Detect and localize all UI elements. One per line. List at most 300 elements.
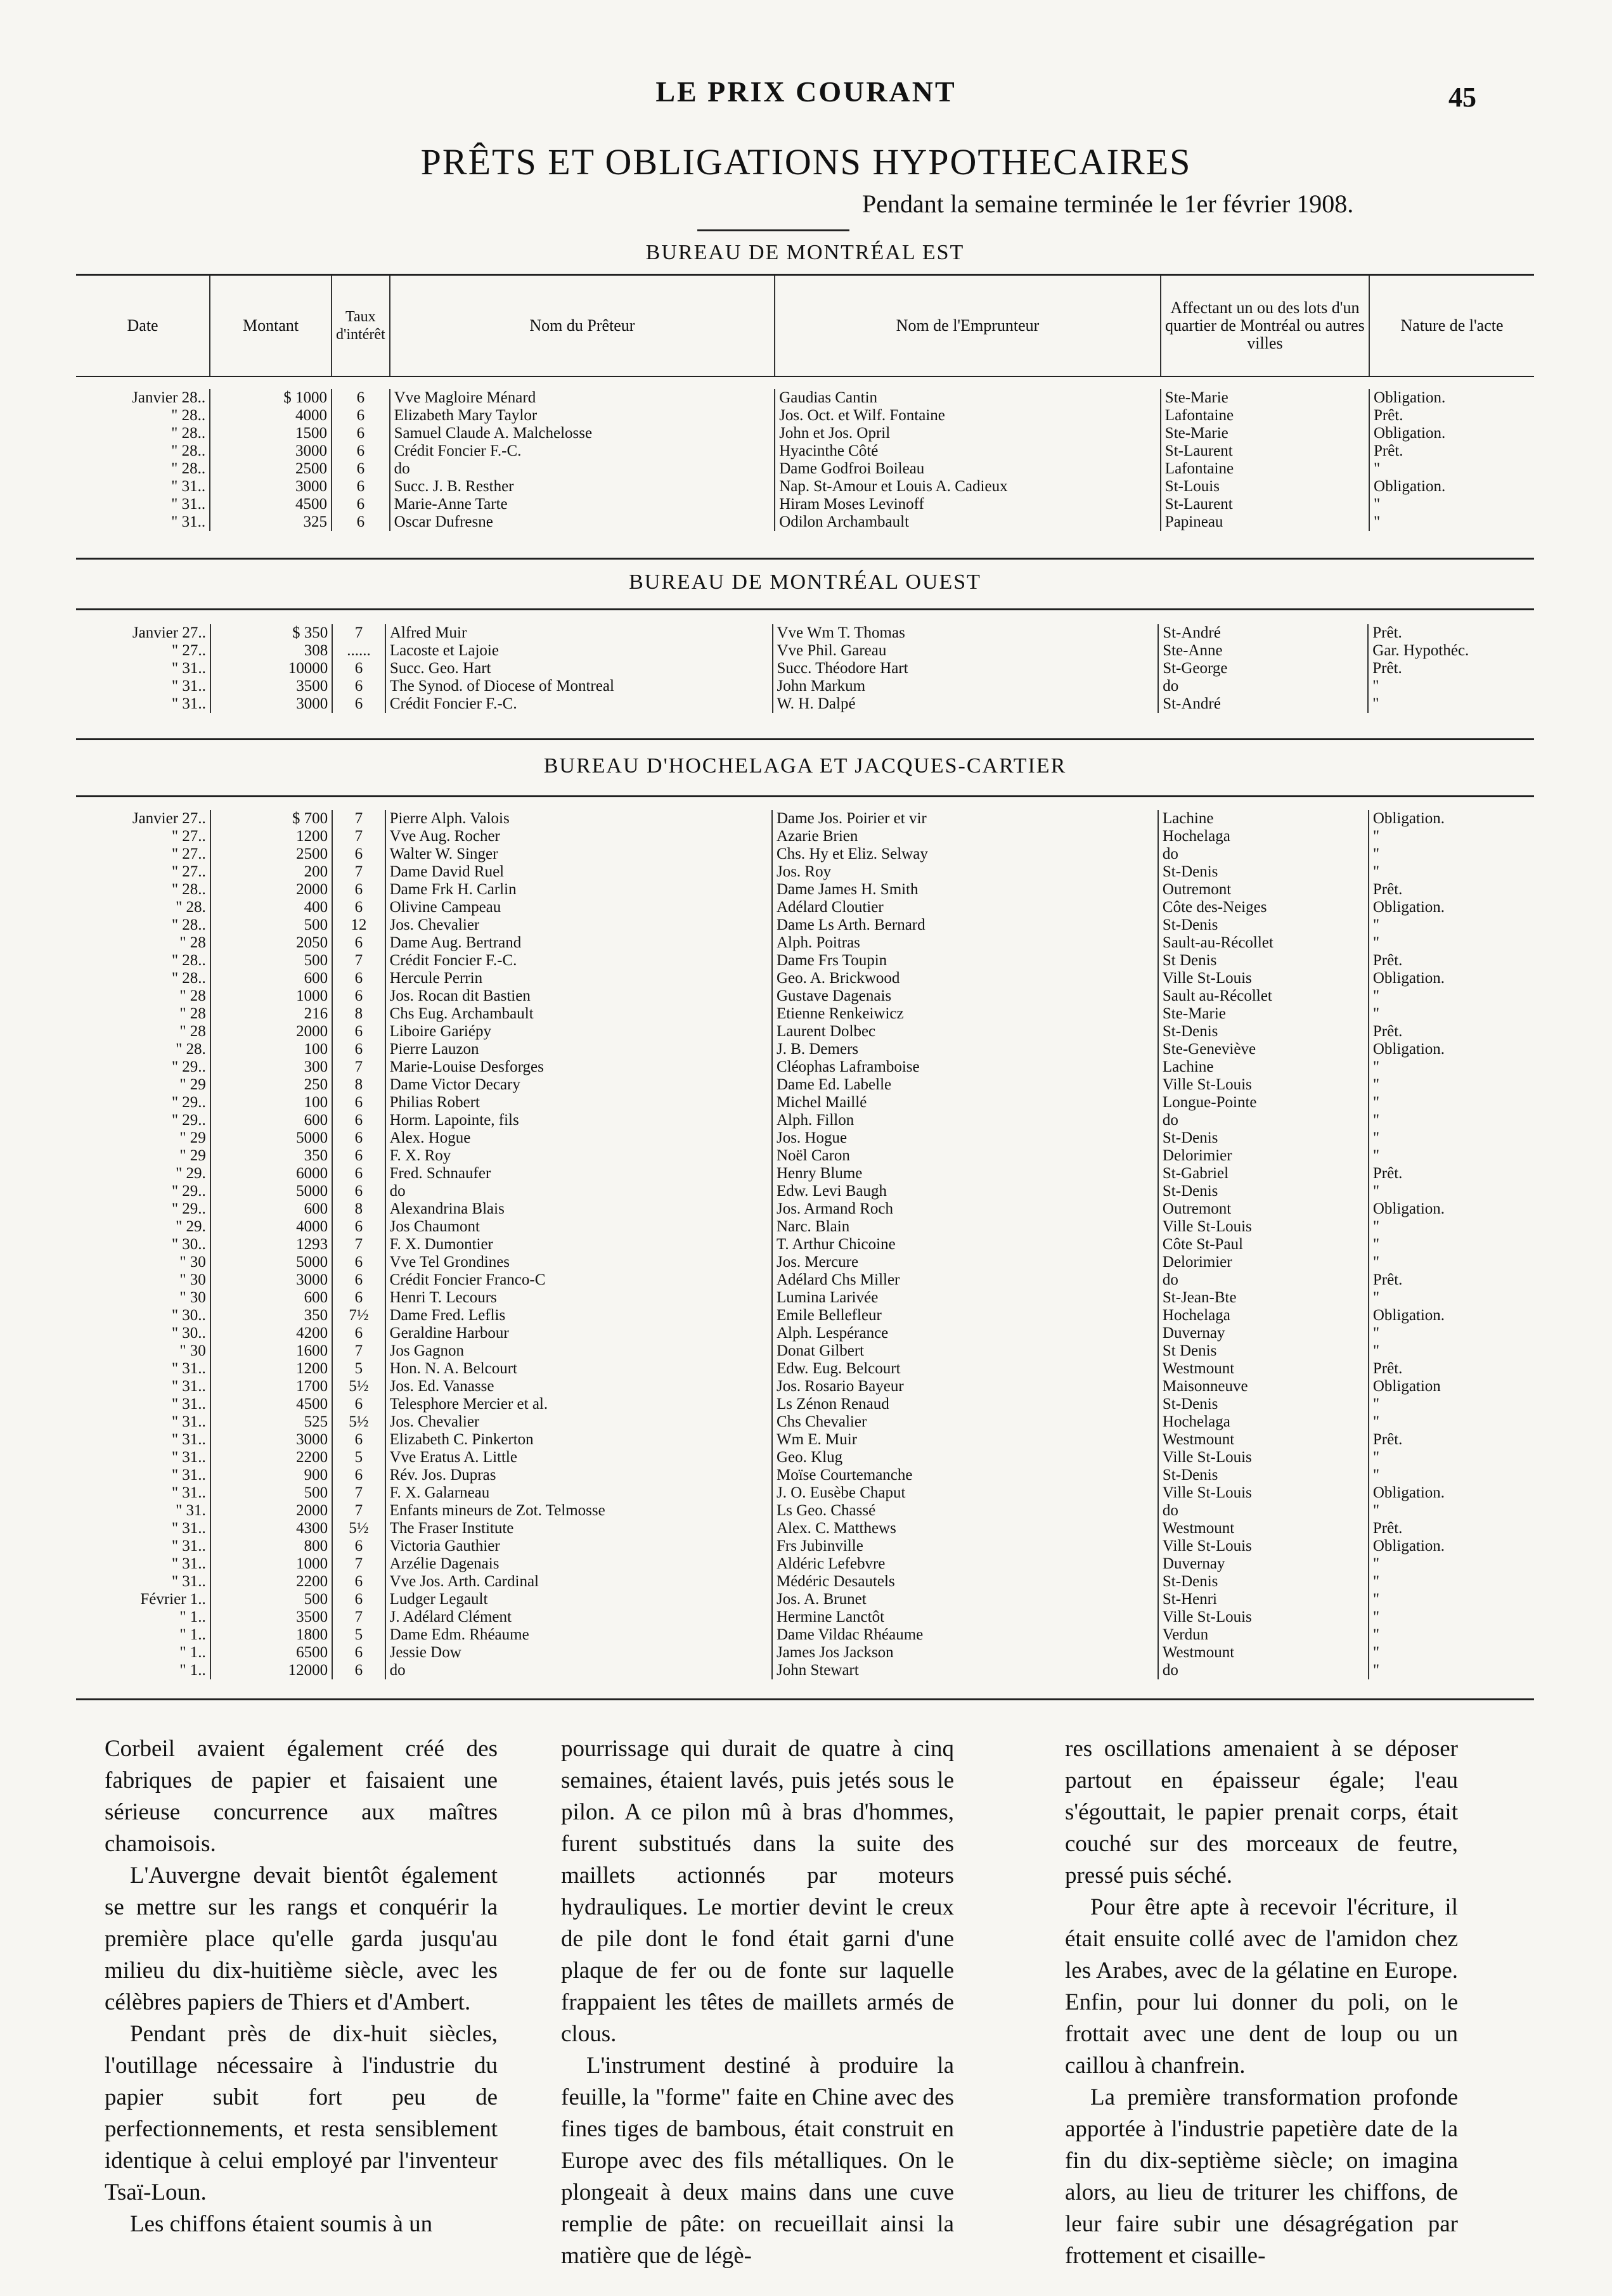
cell-lender: Jos Gagnon	[385, 1342, 772, 1360]
table-row	[76, 695, 1534, 713]
cell-rate: 7	[332, 952, 385, 970]
cell-date: " 31.	[176, 1502, 206, 1519]
cell-rate: 8	[332, 1076, 385, 1094]
table-row	[76, 1324, 1534, 1342]
cell-lender: Crédit Foncier F.-C.	[385, 952, 772, 970]
table-row	[76, 845, 1534, 863]
cell-date: " 31..	[171, 1537, 206, 1555]
cell-location: Duvernay	[1158, 1324, 1369, 1342]
cell-nature: "	[1369, 513, 1534, 531]
cell-lender: Henri T. Lecours	[385, 1289, 772, 1307]
cell-amount: 12000	[210, 1662, 332, 1679]
cell-lender: Crédit Foncier Franco-C	[385, 1271, 772, 1289]
article-column-2	[561, 1733, 954, 2272]
cell-lender: Hercule Perrin	[385, 970, 772, 987]
cell-amount: 350	[210, 1147, 332, 1165]
cell-lender: Marie-Anne Tarte	[390, 496, 775, 513]
cell-borrower: Chs Chevalier	[772, 1413, 1158, 1431]
cell-rate: 6	[332, 1023, 385, 1041]
cell-nature: Prêt.	[1369, 1520, 1534, 1537]
table-row	[76, 1644, 1534, 1662]
cell-amount: $ 1000	[210, 389, 332, 407]
cell-date: " 31..	[171, 1431, 206, 1448]
cell-date: " 31..	[171, 477, 206, 495]
cell-date: " 30	[179, 1342, 206, 1359]
cell-location: Ville St-Louis	[1158, 1484, 1369, 1502]
cell-lender: Dame Frk H. Carlin	[385, 881, 772, 899]
cell-nature: Prêt.	[1369, 1360, 1534, 1378]
cell-nature: Obligation.	[1369, 1041, 1534, 1058]
cell-borrower: John Stewart	[772, 1662, 1158, 1679]
cell-location: Ville St-Louis	[1158, 1449, 1369, 1466]
cell-location: Delorimier	[1158, 1147, 1369, 1165]
cell-location: Delorimier	[1158, 1254, 1369, 1271]
cell-lender: Vve Eratus A. Little	[385, 1449, 772, 1466]
cell-location: St-Jean-Bte	[1158, 1289, 1369, 1307]
cell-amount: 500	[210, 1591, 332, 1608]
cell-date: " 28.	[176, 899, 206, 916]
cell-rate: 6	[332, 1218, 385, 1236]
table-row	[76, 1662, 1534, 1679]
cell-date: " 29..	[171, 1200, 206, 1217]
cell-location: St-Denis	[1158, 916, 1369, 934]
cell-rate: 5½	[332, 1413, 385, 1431]
cell-amount: 300	[210, 1058, 332, 1076]
cell-location: Hochelaga	[1158, 1307, 1369, 1324]
cell-lender: Elizabeth Mary Taylor	[390, 407, 775, 425]
cell-date: " 30..	[171, 1307, 206, 1324]
cell-amount: 900	[210, 1466, 332, 1484]
cell-date: " 29..	[171, 1058, 206, 1075]
cell-rate: 7	[332, 810, 385, 828]
cell-location: St-Denis	[1158, 1183, 1369, 1200]
cell-amount: 216	[210, 1005, 332, 1023]
table-row	[76, 1342, 1534, 1360]
cell-borrower: Médéric Desautels	[772, 1573, 1158, 1591]
table-row	[76, 660, 1534, 677]
cell-date: " 31..	[171, 1520, 206, 1537]
cell-rate: 6	[332, 899, 385, 916]
cell-location: Westmount	[1158, 1644, 1369, 1662]
cell-borrower: Dame James H. Smith	[772, 881, 1158, 899]
cell-borrower: Dame Vildac Rhéaume	[772, 1626, 1158, 1644]
paragraph: Les chiffons étaient soumis à un	[130, 2211, 433, 2237]
cell-date: " 31..	[171, 1466, 206, 1484]
cell-borrower: Geo. Klug	[772, 1449, 1158, 1466]
cell-nature: "	[1369, 1342, 1534, 1360]
cell-nature: "	[1369, 1005, 1534, 1023]
cell-lender: Elizabeth C. Pinkerton	[385, 1431, 772, 1449]
cell-amount: 325	[210, 513, 332, 531]
cell-date: Janvier 27..	[132, 810, 206, 827]
cell-nature: "	[1369, 916, 1534, 934]
cell-amount: 1000	[210, 1555, 332, 1573]
cell-borrower: Edw. Levi Baugh	[772, 1183, 1158, 1200]
cell-date: " 31..	[171, 495, 206, 513]
cell-date: " 31..	[171, 1360, 206, 1377]
cell-amount: 100	[210, 1094, 332, 1112]
cell-lender: Pierre Lauzon	[385, 1041, 772, 1058]
section-title-hochelaga: BUREAU D'HOCHELAGA ET JACQUES-CARTIER	[543, 754, 1067, 778]
table-row	[76, 899, 1534, 916]
cell-location: Sault au-Récollet	[1158, 987, 1369, 1005]
cell-amount: 200	[210, 863, 332, 881]
cell-rate: 6	[332, 425, 390, 442]
cell-amount: 1200	[210, 1360, 332, 1378]
cell-nature: Prêt.	[1369, 881, 1534, 899]
cell-date: " 31..	[171, 695, 206, 712]
section-rule	[76, 738, 1534, 740]
cell-lender: Walter W. Singer	[385, 845, 772, 863]
cell-amount: 100	[210, 1041, 332, 1058]
cell-nature: Prêt.	[1368, 624, 1534, 642]
cell-location: St Denis	[1158, 952, 1369, 970]
cell-rate: 6	[332, 1395, 385, 1413]
table-row	[76, 1023, 1534, 1041]
paragraph: L'instrument destiné à produire la feuille, la "forme" faite en Chine avec des fines tiges de bambous, était construit en Europe avec des fils métalliques. On le plongeait à deux mains dans une cuve remplie de pâte: on recueillait ainsi la matière que de légè-	[561, 2053, 954, 2269]
cell-lender: Horm. Lapointe, fils	[385, 1112, 772, 1129]
table-row	[76, 828, 1534, 845]
cell-date: " 28..	[171, 952, 206, 969]
cell-lender: Crédit Foncier F.-C.	[385, 695, 773, 713]
cell-lender: F. X. Galarneau	[385, 1484, 772, 1502]
cell-amount: $ 350	[210, 624, 332, 642]
paragraph: Corbeil avaient également créé des fabriques de papier et faisaient une sérieuse concurrence aux maîtres chamoisois.	[105, 1736, 498, 1857]
paragraph: Pour être apte à recevoir l'écriture, il était ensuite collé avec de l'amidon chez les Arabes, avec de la gélatine en Europe. Enfin, pour lui donner du poli, on le frottait avec une dent de loup ou un caillou à chanfrein.	[1065, 1894, 1458, 2079]
table-row	[76, 916, 1534, 934]
cell-amount: $ 700	[210, 810, 332, 828]
cell-rate: 7	[332, 863, 385, 881]
table-row	[76, 1395, 1534, 1413]
cell-amount: 308	[210, 642, 332, 660]
table-row	[76, 513, 1534, 531]
cell-rate: 6	[332, 970, 385, 987]
cell-amount: 3000	[210, 442, 332, 460]
cell-amount: 5000	[210, 1254, 332, 1271]
cell-date: " 27..	[171, 863, 206, 880]
cell-location: St-Gabriel	[1158, 1165, 1369, 1183]
cell-lender: Dame Fred. Leflis	[385, 1307, 772, 1324]
table-row	[76, 1360, 1534, 1378]
cell-lender: Victoria Gauthier	[385, 1537, 772, 1555]
cell-amount: 6000	[210, 1165, 332, 1183]
table-row	[76, 1236, 1534, 1254]
table-row	[76, 1058, 1534, 1076]
table-row	[76, 677, 1534, 695]
cell-amount: 800	[210, 1537, 332, 1555]
cell-rate: 6	[332, 1112, 385, 1129]
cell-lender: Alexandrina Blais	[385, 1200, 772, 1218]
cell-borrower: Odilon Archambault	[775, 513, 1161, 531]
cell-lender: Dame Aug. Bertrand	[385, 934, 772, 952]
cell-lender: Succ. Geo. Hart	[385, 660, 773, 677]
cell-lender: Jos. Rocan dit Bastien	[385, 987, 772, 1005]
cell-date: " 27..	[171, 845, 206, 863]
cell-date: " 30..	[171, 1324, 206, 1342]
cell-lender: Vve Aug. Rocher	[385, 828, 772, 845]
cell-amount: 2200	[210, 1449, 332, 1466]
cell-amount: 600	[210, 1200, 332, 1218]
cell-location: St-Louis	[1161, 478, 1369, 496]
cell-date: " 31..	[171, 660, 206, 677]
table-row	[76, 1129, 1534, 1147]
cell-date: " 27..	[171, 828, 206, 845]
cell-date: " 31..	[171, 1378, 206, 1395]
cell-location: do	[1158, 1502, 1369, 1520]
loans-table-est	[76, 274, 1534, 531]
cell-nature: "	[1369, 863, 1534, 881]
cell-rate: 6	[332, 1644, 385, 1662]
table-row	[76, 1289, 1534, 1307]
cell-lender: Jos. Chevalier	[385, 916, 772, 934]
cell-rate: 12	[332, 916, 385, 934]
cell-location: do	[1158, 1662, 1369, 1679]
cell-date: " 29	[179, 1129, 206, 1146]
cell-amount: 500	[210, 1484, 332, 1502]
paragraph: pourrissage qui durait de quatre à cinq semaines, étaient lavés, puis jetés sous le pilon. A ce pilon mû à bras d'hommes, furent substitués dans la suite des maillets actionnés par moteurs hydrauliques. Le mortier devint le creux de pile dont le fond était garni d'une plaque de fer ou de fonte sur laquelle frappaient les têtes de maillets armés de clous.	[561, 1736, 954, 2047]
cell-location: Westmount	[1158, 1520, 1369, 1537]
cell-date: " 30	[179, 1254, 206, 1271]
cell-date: " 1..	[179, 1644, 206, 1661]
cell-nature: Obligation.	[1369, 425, 1534, 442]
cell-lender: Philias Robert	[385, 1094, 772, 1112]
cell-lender: F. X. Roy	[385, 1147, 772, 1165]
cell-location: Papineau	[1161, 513, 1369, 531]
cell-amount: 1200	[210, 828, 332, 845]
cell-borrower: Jos. Armand Roch	[772, 1200, 1158, 1218]
cell-date: " 29..	[171, 1094, 206, 1111]
cell-rate: 5½	[332, 1520, 385, 1537]
cell-amount: 2050	[210, 934, 332, 952]
cell-nature: "	[1369, 987, 1534, 1005]
cell-lender: Jos. Chevalier	[385, 1413, 772, 1431]
cell-rate: 7	[332, 828, 385, 845]
cell-amount: 1293	[210, 1236, 332, 1254]
table-row	[76, 407, 1534, 425]
table-row	[76, 1537, 1534, 1555]
cell-location: St-Denis	[1158, 1466, 1369, 1484]
table-row	[76, 1307, 1534, 1324]
cell-date: " 31..	[171, 1413, 206, 1430]
cell-borrower: Jos. Roy	[772, 863, 1158, 881]
cell-date: Janvier 27..	[132, 624, 206, 641]
cell-rate: 6	[332, 1271, 385, 1289]
table-row	[76, 425, 1534, 442]
cell-rate: 6	[332, 1573, 385, 1591]
cell-amount: 250	[210, 1076, 332, 1094]
table-row	[76, 642, 1534, 660]
paragraph: Pendant près de dix-huit siècles, l'outillage nécessaire à l'industrie du papier subit fort peu de perfectionnements, et resta sensiblement identique à celui employé par l'inventeur Tsaï-Loun.	[105, 2021, 498, 2205]
section-title-est: BUREAU DE MONTRÉAL EST	[645, 241, 965, 264]
table-row	[76, 1591, 1534, 1608]
cell-nature: "	[1369, 1112, 1534, 1129]
cell-rate: 6	[332, 389, 390, 407]
cell-amount: 400	[210, 899, 332, 916]
cell-borrower: James Jos Jackson	[772, 1644, 1158, 1662]
loans-table-hochelaga	[76, 810, 1534, 1679]
cell-nature: Prêt.	[1369, 1271, 1534, 1289]
cell-date: " 28	[179, 934, 206, 951]
cell-location: Duvernay	[1158, 1555, 1369, 1573]
cell-borrower: Hyacinthe Côté	[775, 442, 1161, 460]
cell-rate: 7	[332, 1342, 385, 1360]
cell-lender: Hon. N. A. Belcourt	[385, 1360, 772, 1378]
cell-location: St-Denis	[1158, 1395, 1369, 1413]
page-subtitle: Pendant la semaine terminée le 1er février 1908.	[862, 189, 1354, 218]
cell-location: St-André	[1158, 624, 1368, 642]
cell-amount: 600	[210, 1289, 332, 1307]
cell-nature: "	[1369, 1183, 1534, 1200]
cell-date: " 31..	[171, 1555, 206, 1572]
cell-borrower: J. O. Eusèbe Chaput	[772, 1484, 1158, 1502]
cell-location: St Denis	[1158, 1342, 1369, 1360]
cell-rate: 5½	[332, 1378, 385, 1395]
cell-lender: Samuel Claude A. Malchelosse	[390, 425, 775, 442]
cell-amount: 6500	[210, 1644, 332, 1662]
cell-nature: "	[1369, 1626, 1534, 1644]
cell-nature: "	[1369, 496, 1534, 513]
cell-amount: 1600	[210, 1342, 332, 1360]
table-row	[76, 1378, 1534, 1395]
cell-nature: Obligation.	[1369, 1200, 1534, 1218]
cell-rate: 5	[332, 1449, 385, 1466]
col-header-amount: Montant	[210, 275, 332, 376]
cell-rate: 6	[332, 442, 390, 460]
cell-lender: Rév. Jos. Dupras	[385, 1466, 772, 1484]
cell-location: St-Denis	[1158, 1573, 1369, 1591]
table-row	[76, 1094, 1534, 1112]
cell-nature: "	[1368, 695, 1534, 713]
cell-nature: "	[1369, 828, 1534, 845]
cell-rate: 6	[332, 934, 385, 952]
cell-borrower: Ls Geo. Chassé	[772, 1502, 1158, 1520]
table-row	[76, 389, 1534, 407]
cell-rate: 6	[332, 1466, 385, 1484]
table-row	[76, 1502, 1534, 1520]
cell-rate: 6	[332, 1537, 385, 1555]
cell-date: " 29..	[171, 1112, 206, 1129]
cell-location: Longue-Pointe	[1158, 1094, 1369, 1112]
cell-borrower: Ls Zénon Renaud	[772, 1395, 1158, 1413]
cell-nature: Obligation.	[1369, 810, 1534, 828]
cell-rate: 6	[332, 1254, 385, 1271]
cell-lender: Dame Victor Decary	[385, 1076, 772, 1094]
cell-rate: 8	[332, 1005, 385, 1023]
cell-amount: 5000	[210, 1183, 332, 1200]
cell-nature: "	[1369, 1413, 1534, 1431]
table-row	[76, 478, 1534, 496]
title-divider	[697, 229, 849, 231]
cell-rate: 6	[332, 881, 385, 899]
table-row	[76, 1218, 1534, 1236]
cell-borrower: Hermine Lanctôt	[772, 1608, 1158, 1626]
cell-rate: 6	[332, 460, 390, 478]
table-row	[76, 1254, 1534, 1271]
cell-amount: 600	[210, 1112, 332, 1129]
paragraph: La première transformation profonde apportée à l'industrie papetière date de la fin du dix-septième siècle; on imagina alors, au lieu de triturer les chiffons, de leur faire subir une désagrégation par frottement et cisaille-	[1065, 2084, 1458, 2269]
cell-amount: 3000	[210, 1271, 332, 1289]
cell-nature: "	[1369, 1147, 1534, 1165]
cell-lender: Liboire Gariépy	[385, 1023, 772, 1041]
cell-nature: "	[1369, 1254, 1534, 1271]
cell-date: " 28..	[171, 970, 206, 987]
col-header-date: Date	[76, 275, 210, 376]
cell-date: " 28	[179, 987, 206, 1004]
cell-borrower: Noël Caron	[772, 1147, 1158, 1165]
cell-location: Côte des-Neiges	[1158, 899, 1369, 916]
table-row	[76, 952, 1534, 970]
cell-location: Lafontaine	[1161, 407, 1369, 425]
cell-lender: The Synod. of Diocese of Montreal	[385, 677, 773, 695]
cell-lender: do	[385, 1183, 772, 1200]
cell-date: " 28	[179, 1005, 206, 1022]
cell-borrower: Azarie Brien	[772, 828, 1158, 845]
cell-location: Ste-Marie	[1161, 389, 1369, 407]
cell-nature: "	[1369, 1058, 1534, 1076]
cell-lender: The Fraser Institute	[385, 1520, 772, 1537]
cell-lender: Chs Eug. Archambault	[385, 1005, 772, 1023]
cell-location: St-Laurent	[1161, 496, 1369, 513]
table-row	[76, 1112, 1534, 1129]
cell-lender: Ludger Legault	[385, 1591, 772, 1608]
cell-rate: 6	[332, 845, 385, 863]
cell-rate: 6	[332, 1662, 385, 1679]
section-rule	[76, 1698, 1534, 1700]
cell-borrower: John Markum	[773, 677, 1159, 695]
cell-borrower: Dame Frs Toupin	[772, 952, 1158, 970]
cell-nature: "	[1369, 1502, 1534, 1520]
cell-date: " 1..	[179, 1608, 206, 1626]
cell-location: Westmount	[1158, 1431, 1369, 1449]
cell-rate: 6	[332, 1289, 385, 1307]
cell-rate: 6	[332, 677, 385, 695]
table-row	[76, 810, 1534, 828]
cell-lender: Olivine Campeau	[385, 899, 772, 916]
cell-nature: Obligation.	[1369, 899, 1534, 916]
cell-date: " 29.	[176, 1218, 206, 1235]
cell-date: " 28	[179, 1023, 206, 1040]
cell-nature: Obligation.	[1369, 970, 1534, 987]
cell-borrower: Wm E. Muir	[772, 1431, 1158, 1449]
cell-rate: 7	[332, 1555, 385, 1573]
cell-lender: Vve Magloire Ménard	[390, 389, 775, 407]
cell-amount: 1700	[210, 1378, 332, 1395]
cell-borrower: Lumina Larivée	[772, 1289, 1158, 1307]
cell-borrower: Vve Phil. Gareau	[773, 642, 1159, 660]
table-row	[76, 496, 1534, 513]
cell-rate: 5	[332, 1626, 385, 1644]
cell-borrower: J. B. Demers	[772, 1041, 1158, 1058]
cell-location: do	[1158, 677, 1368, 695]
cell-amount: 5000	[210, 1129, 332, 1147]
cell-rate: 7	[332, 1236, 385, 1254]
cell-rate: 6	[332, 1165, 385, 1183]
cell-amount: 3000	[210, 695, 332, 713]
cell-location: St-Denis	[1158, 1129, 1369, 1147]
cell-rate: 6	[332, 1431, 385, 1449]
cell-location: St-Denis	[1158, 1023, 1369, 1041]
cell-date: " 31..	[171, 1449, 206, 1466]
cell-borrower: Dame Godfroi Boileau	[775, 460, 1161, 478]
cell-nature: Prêt.	[1369, 1023, 1534, 1041]
table-row	[76, 863, 1534, 881]
cell-borrower: Jos. A. Brunet	[772, 1591, 1158, 1608]
cell-nature: "	[1369, 845, 1534, 863]
cell-location: St-George	[1158, 660, 1368, 677]
cell-rate: 5	[332, 1360, 385, 1378]
section-rule	[76, 558, 1534, 560]
table-row	[76, 624, 1534, 642]
